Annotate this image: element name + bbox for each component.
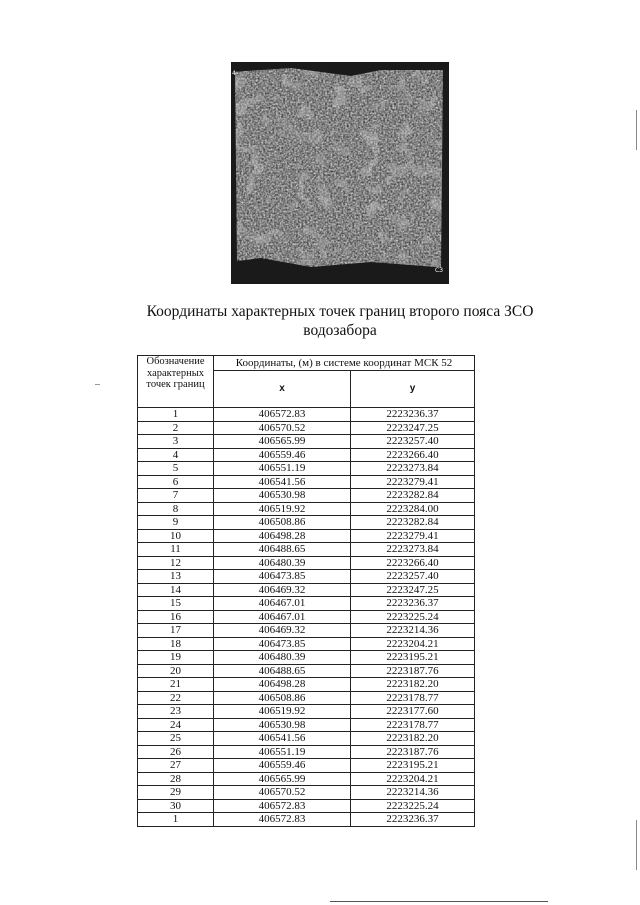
point-id-cell: 23: [138, 705, 214, 719]
y-coordinate-cell: 2223266.40: [351, 448, 475, 462]
table-body: [138, 408, 475, 827]
table-row: [138, 799, 475, 813]
y-coordinate-cell: 2223266.40: [351, 556, 475, 570]
table-row: [138, 448, 475, 462]
table-row: [138, 435, 475, 449]
point-id-cell: 24: [138, 718, 214, 732]
table-row: [138, 637, 475, 651]
table-row: [138, 475, 475, 489]
x-coordinate-cell: 406570.52: [214, 786, 351, 800]
point-id-cell: 4: [138, 448, 214, 462]
y-coordinate-cell: 2223282.84: [351, 489, 475, 503]
x-coordinate-cell: 406551.19: [214, 462, 351, 476]
x-coordinate-cell: 406519.92: [214, 705, 351, 719]
point-id-cell: 29: [138, 786, 214, 800]
table-row: [138, 462, 475, 476]
x-coordinate-cell: 406467.01: [214, 597, 351, 611]
y-coordinate-cell: 2223178.77: [351, 718, 475, 732]
table-row: [138, 516, 475, 530]
y-coordinate-cell: 2223247.25: [351, 583, 475, 597]
y-coordinate-cell: 2223257.40: [351, 570, 475, 584]
table-row: [138, 610, 475, 624]
point-id-cell: 15: [138, 597, 214, 611]
y-coordinate-cell: 2223182.20: [351, 732, 475, 746]
x-coordinate-cell: 406473.85: [214, 570, 351, 584]
table-row: [138, 813, 475, 827]
point-id-cell: 28: [138, 772, 214, 786]
table-row: [138, 691, 475, 705]
x-coordinate-cell: 406467.01: [214, 610, 351, 624]
table-row: [138, 421, 475, 435]
x-coordinate-cell: 406469.32: [214, 583, 351, 597]
title-line-2: водозабора: [303, 322, 377, 339]
point-id-cell: 18: [138, 637, 214, 651]
x-coordinate-cell: 406498.28: [214, 678, 351, 692]
y-coordinate-cell: 2223236.37: [351, 597, 475, 611]
table-row: [138, 556, 475, 570]
y-coordinate-cell: 2223195.21: [351, 651, 475, 665]
table-row: [138, 570, 475, 584]
x-coordinate-cell: 406572.83: [214, 408, 351, 422]
y-coordinate-cell: 2223282.84: [351, 516, 475, 530]
table-row: [138, 408, 475, 422]
scan-edge-mark: [636, 110, 637, 150]
point-id-cell: 30: [138, 799, 214, 813]
x-coordinate-cell: 406519.92: [214, 502, 351, 516]
point-id-cell: 6: [138, 475, 214, 489]
point-id-cell: 25: [138, 732, 214, 746]
site-map-image: [231, 62, 449, 284]
x-coordinate-cell: 406572.83: [214, 799, 351, 813]
x-coordinate-cell: 406530.98: [214, 489, 351, 503]
point-id-cell: 14: [138, 583, 214, 597]
document-title: [120, 302, 560, 340]
point-id-cell: 13: [138, 570, 214, 584]
map-texture: [231, 62, 449, 284]
table-row: [138, 759, 475, 773]
x-coordinate-cell: 406541.56: [214, 732, 351, 746]
point-id-cell: 1: [138, 813, 214, 827]
y-coordinate-cell: 2223225.24: [351, 610, 475, 624]
y-coordinate-cell: 2223204.21: [351, 637, 475, 651]
table-row: [138, 732, 475, 746]
y-coordinate-cell: 2223182.20: [351, 678, 475, 692]
point-id-cell: 16: [138, 610, 214, 624]
y-coordinate-cell: 2223187.76: [351, 664, 475, 678]
table-row: [138, 543, 475, 557]
y-coordinate-cell: 2223178.77: [351, 691, 475, 705]
x-coordinate-cell: 406508.86: [214, 691, 351, 705]
point-id-cell: 26: [138, 745, 214, 759]
y-coordinate-cell: 2223187.76: [351, 745, 475, 759]
point-id-cell: 8: [138, 502, 214, 516]
table-row: [138, 583, 475, 597]
title-line-1: Координаты характерных точек границ второго пояса ЗСО: [146, 303, 534, 320]
x-coordinate-cell: 406565.99: [214, 772, 351, 786]
table-row: [138, 772, 475, 786]
y-coordinate-cell: 2223214.36: [351, 786, 475, 800]
x-coordinate-cell: 406473.85: [214, 637, 351, 651]
x-coordinate-cell: 406551.19: [214, 745, 351, 759]
y-coordinate-cell: 2223284.00: [351, 502, 475, 516]
x-coordinate-cell: 406559.46: [214, 448, 351, 462]
y-coordinate-cell: 2223273.84: [351, 543, 475, 557]
y-header: у: [351, 371, 475, 408]
table-row: [138, 624, 475, 638]
coordinates-table: [137, 355, 475, 827]
point-id-cell: 10: [138, 529, 214, 543]
point-id-cell: 3: [138, 435, 214, 449]
table-row: [138, 705, 475, 719]
point-id-cell: 2: [138, 421, 214, 435]
y-coordinate-cell: 2223225.24: [351, 799, 475, 813]
y-coordinate-cell: 2223214.36: [351, 624, 475, 638]
y-coordinate-cell: 2223204.21: [351, 772, 475, 786]
table-row: [138, 664, 475, 678]
y-coordinate-cell: 2223247.25: [351, 421, 475, 435]
table-row: [138, 597, 475, 611]
table-row: [138, 718, 475, 732]
point-id-cell: 7: [138, 489, 214, 503]
table-header-row: [138, 356, 475, 371]
y-coordinate-cell: 2223279.41: [351, 475, 475, 489]
bottom-rule: [330, 901, 548, 902]
y-coordinate-cell: 2223257.40: [351, 435, 475, 449]
x-coordinate-cell: 406480.39: [214, 651, 351, 665]
point-id-cell: 5: [138, 462, 214, 476]
x-coordinate-cell: 406469.32: [214, 624, 351, 638]
margin-mark: [95, 384, 100, 385]
x-coordinate-cell: 406559.46: [214, 759, 351, 773]
x-coordinate-cell: 406570.52: [214, 421, 351, 435]
x-header: х: [214, 371, 351, 408]
table-row: [138, 529, 475, 543]
x-coordinate-cell: 406480.39: [214, 556, 351, 570]
table-row: [138, 678, 475, 692]
y-coordinate-cell: 2223279.41: [351, 529, 475, 543]
x-coordinate-cell: 406508.86: [214, 516, 351, 530]
table-row: [138, 745, 475, 759]
map-corner-label-top: 4: [232, 70, 236, 77]
table-row: [138, 651, 475, 665]
table-row: [138, 786, 475, 800]
point-label-header: Обозначение характерных точек границ: [138, 356, 214, 408]
x-coordinate-cell: 406572.83: [214, 813, 351, 827]
x-coordinate-cell: 406530.98: [214, 718, 351, 732]
map-corner-label-bottom: СЗ: [434, 267, 443, 274]
point-id-cell: 21: [138, 678, 214, 692]
point-id-cell: 1: [138, 408, 214, 422]
point-id-cell: 17: [138, 624, 214, 638]
x-coordinate-cell: 406488.65: [214, 543, 351, 557]
y-coordinate-cell: 2223273.84: [351, 462, 475, 476]
x-coordinate-cell: 406498.28: [214, 529, 351, 543]
point-id-cell: 22: [138, 691, 214, 705]
point-id-cell: 27: [138, 759, 214, 773]
y-coordinate-cell: 2223195.21: [351, 759, 475, 773]
x-coordinate-cell: 406488.65: [214, 664, 351, 678]
coordinates-header: Координаты, (м) в системе координат МСК 52: [214, 356, 475, 371]
point-id-cell: 20: [138, 664, 214, 678]
point-id-cell: 12: [138, 556, 214, 570]
scan-edge-mark: [636, 820, 637, 870]
point-id-cell: 9: [138, 516, 214, 530]
y-coordinate-cell: 2223236.37: [351, 408, 475, 422]
point-id-cell: 11: [138, 543, 214, 557]
x-coordinate-cell: 406541.56: [214, 475, 351, 489]
table-row: [138, 489, 475, 503]
point-id-cell: 19: [138, 651, 214, 665]
y-coordinate-cell: 2223177.60: [351, 705, 475, 719]
table-row: [138, 502, 475, 516]
y-coordinate-cell: 2223236.37: [351, 813, 475, 827]
x-coordinate-cell: 406565.99: [214, 435, 351, 449]
